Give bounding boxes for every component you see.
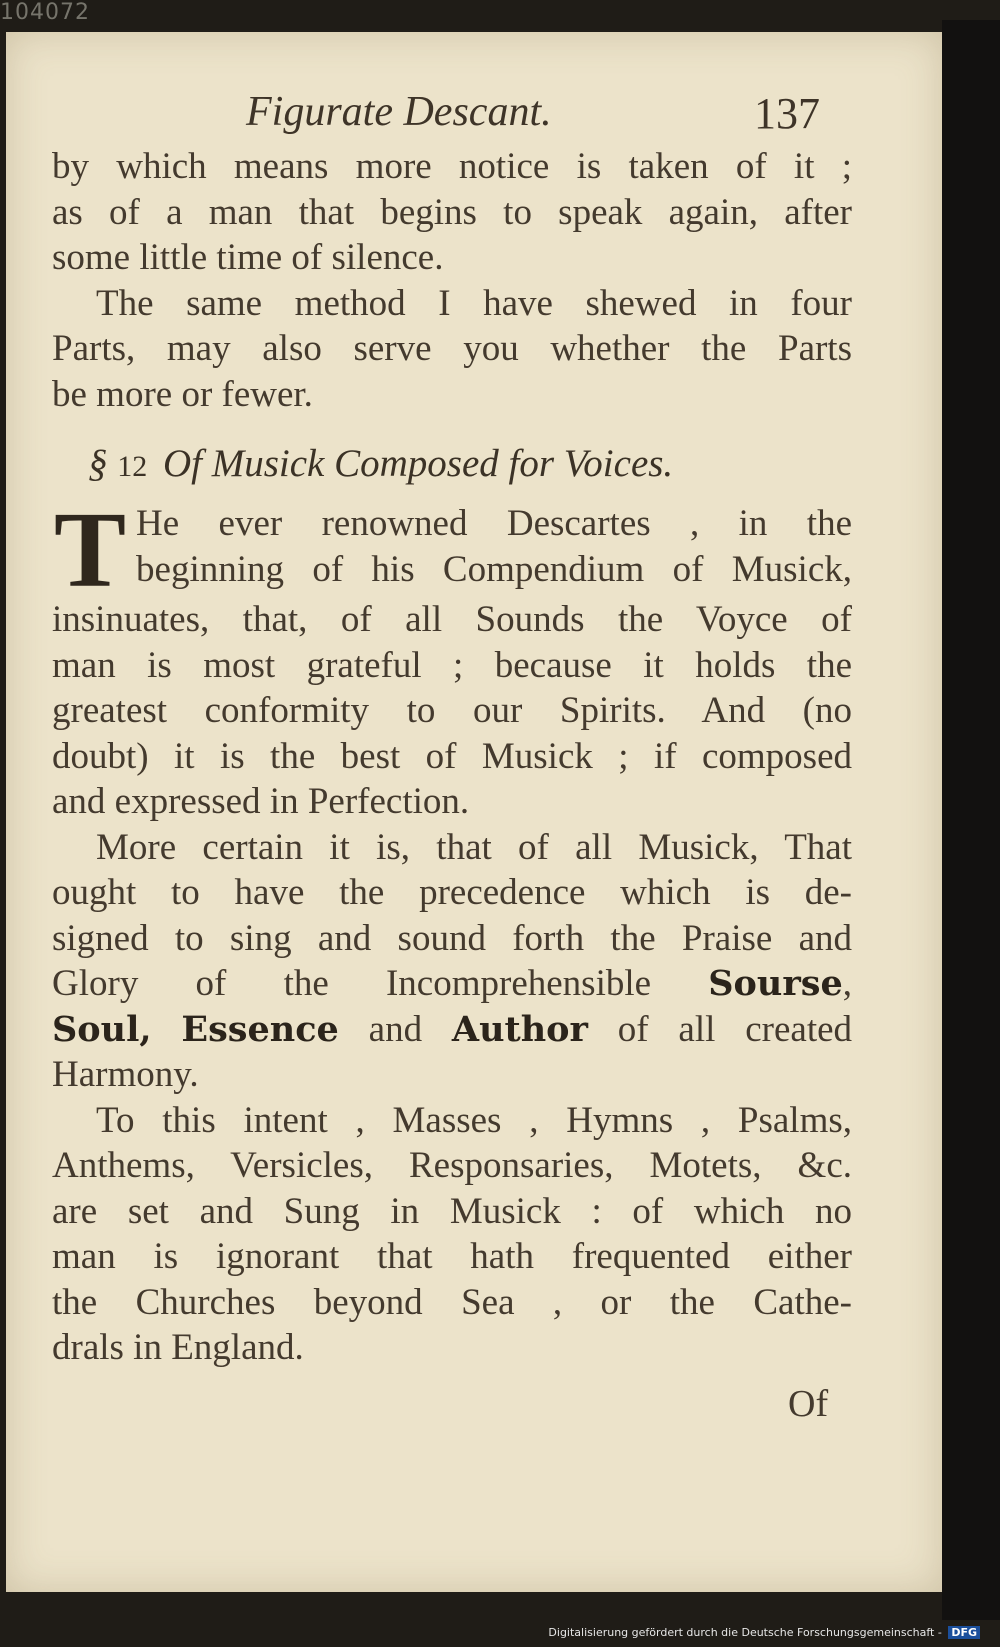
text-line: man is most grateful ; because it holds the (52, 644, 852, 686)
drop-cap: T (54, 491, 127, 610)
text-line (52, 1007, 852, 1053)
text-line: doubt) it is the best of Musick ; if composed (52, 735, 852, 777)
text-line: Parts, may also serve you whether the Parts (52, 328, 852, 369)
body-text (52, 144, 852, 1371)
text-line: and expressed in Perfection. (52, 781, 470, 822)
text-line: He ever renowned Descartes , in the (136, 503, 852, 544)
section-heading (52, 441, 852, 501)
spacer (52, 417, 852, 441)
blackletter-word: Essence (181, 1008, 339, 1050)
scan-id-label: 104072 (0, 0, 90, 25)
paragraph-precedence (52, 825, 852, 1098)
running-title: Figurate Descant. (246, 89, 552, 135)
text-line: are set and Sung in Musick : of which no (52, 1190, 852, 1232)
paragraph-intent (52, 1098, 852, 1371)
text-line: some little time of silence. (52, 237, 444, 278)
page-number: 137 (754, 89, 820, 138)
text-line: More certain it is, that of all Musick, That (96, 826, 852, 868)
text-fragment: Glory of the Incomprehensible (52, 963, 652, 1004)
book-page (6, 32, 942, 1592)
text-line: by which means more notice is taken of it ; (52, 146, 852, 187)
blackletter-word: Soul, (52, 1008, 152, 1050)
text-line: greatest conformity to our Spirits. And (no (52, 690, 852, 731)
section-mark: § (88, 442, 108, 485)
paragraph-descartes (52, 491, 852, 825)
text-line: insinuates, that, of all Sounds the Voyce of (52, 599, 852, 640)
text-line: be more or fewer. (52, 373, 313, 415)
text-line: Harmony. (52, 1054, 199, 1095)
text-line: The same method I have shewed in four (96, 282, 852, 324)
section-number: 12 (117, 450, 148, 483)
text-line: as of a man that begins to speak again, after (52, 191, 852, 233)
text-line: ought to have the precedence which is de- (52, 872, 852, 913)
text-line: Glory of the Incomprehensible Sourse, (52, 963, 853, 1004)
page-header (6, 82, 942, 142)
text-line: To this intent , Masses , Hymns , Psalms, (96, 1099, 852, 1141)
text-line: Anthems, Versicles, Responsaries, Motets, &c. (52, 1145, 852, 1186)
blackletter-word: Sourse (708, 963, 843, 1004)
text-line: signed to sing and sound forth the Praise and (52, 917, 852, 959)
book-spine-shadow (942, 20, 1000, 1620)
section-title: Of Musick Composed for Voices. (163, 442, 674, 485)
text-fragment: and (368, 1008, 423, 1050)
text-fragment: of all created (617, 1008, 853, 1050)
dfg-logo: DFG (948, 1626, 980, 1639)
text-line: the Churches beyond Sea , or the Cathe- (52, 1281, 852, 1323)
text-line: man is ignorant that hath frequented either (52, 1236, 852, 1277)
catchword: Of (788, 1383, 829, 1425)
digitization-credit (548, 1626, 980, 1639)
blackletter-word: Author (451, 1008, 588, 1050)
text-line: beginning of his Compendium of Musick, (136, 548, 852, 590)
text-line: drals in England. (52, 1327, 304, 1368)
credit-text: Digitalisierung gefördert durch die Deutsche Forschungsgemeinschaft - (548, 1626, 942, 1639)
